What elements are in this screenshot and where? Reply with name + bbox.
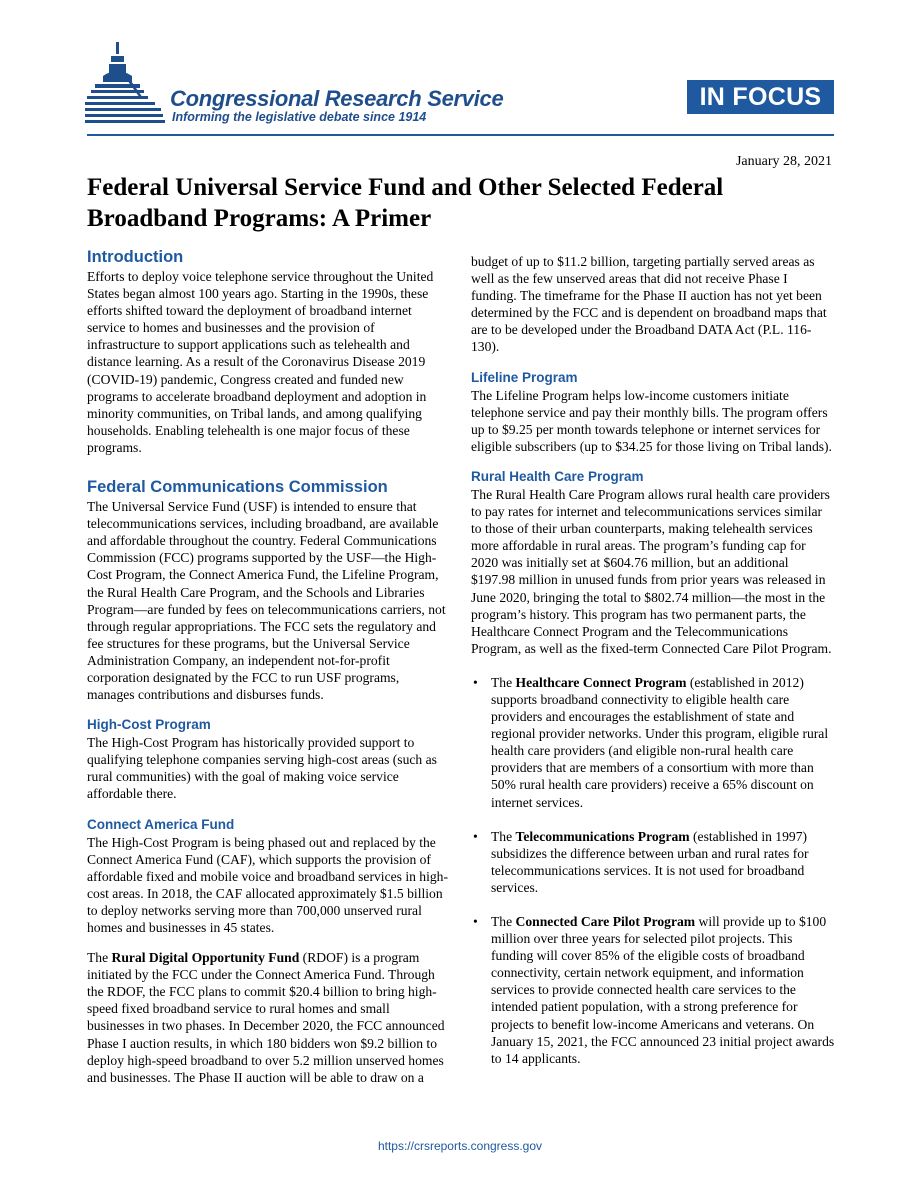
fcc-paragraph: The Universal Service Fund (USF) is intended to ensure that telecommunications services, including broadband, are available and affordable throughout the country. Federal Communications Commission (FCC) programs supported by the USF—the High-Cost Program, the Connect America Fund, the Lifeline Program, the Rural Health Care Program, and the Schools and Libraries Program—are funded by fees on telecommunications carriers, not through regular appropriations. The FCC sets the regulatory and fee structures for these programs, but the Universal Service Administration Company, an independent not-for-profit corporation designated by the FCC to run USF programs, manages contributions and disburses funds. [87, 499, 446, 703]
introduction-paragraph: Efforts to deploy voice telephone service throughout the United States began almost 100 years ago. Starting in the 1990s, these efforts shifted toward the deployment of broadband internet service to homes and businesses and the provision of infrastructure to support applications such as telehealth and distance learning. As a result of the Coronavirus Disease 2019 (COVID-19) pandemic, Congress created and funded new programs to accelerate broadband deployment and adoption in minority communities, on Tribal lands, and among qualifying households. Enabling telehealth is one major focus of these programs. [87, 269, 434, 455]
subheading-high-cost: High-Cost Program [87, 717, 211, 733]
list-item: • The Healthcare Connect Program (established in 2012) supports broadband connectivity to eligible health care providers and encourages the establishment of state and regional provider networks. Under this program, eligible rural health care providers (and eligible non-rural health care providers that are members of a consortium with more than 50% rural health care providers) receive a 65% discount on internet services. [473, 674, 829, 810]
org-name: Congressional Research Service [170, 86, 504, 111]
masthead [0, 0, 920, 140]
subheading-connect-america-fund: Connect America Fund [87, 816, 235, 832]
list-item: • The Telecommunications Program (established in 1997) subsidizes the difference between urban and rural rates for telecommunications services. It is not used for broadband services. [473, 828, 809, 895]
publication-date: January 28, 2021 [735, 154, 832, 169]
left-column [87, 247, 450, 1086]
right-column [471, 253, 836, 1084]
rdof-paragraph-continued: budget of up to $11.2 billion, targeting partially served areas as well as the few unserved areas that did not receive Phase I funding. The timeframe for the Phase II auction has not yet been determined by the FCC and is dependent on broadband maps that are to be developed under the Broadband DATA Act (P.L. 116-130). [471, 254, 827, 355]
rdof-term: Rural Digital Opportunity Fund [111, 950, 300, 966]
header-divider [87, 134, 834, 136]
org-tagline: Informing the legislative debate since 1914 [172, 110, 427, 124]
high-cost-paragraph: The High-Cost Program has historically provided support to qualifying telephone companies serving high-cost areas (such as rural communities) with the goal of making voice service affordable there. [87, 735, 437, 802]
caf-paragraph: The High-Cost Program is being phased out and replaced by the Connect America Fund (CAF), which supports the provision of affordable fixed and mobile voice and broadband services in high-cost areas. In 2018, the CAF allocated approximately $1.5 billion to deploy networks serving more than 700,000 unserved rural homes and businesses in 45 states. [87, 834, 448, 935]
bullet-icon: • [473, 828, 478, 844]
section-heading-introduction: Introduction [87, 248, 184, 266]
bullet-icon: • [473, 674, 478, 690]
capitol-dome-icon [85, 40, 165, 130]
rhc-paragraph: The Rural Health Care Program allows rural health care providers to pay rates for internet and telecommunications services similar to those of their urban counterparts, making telehealth services more affordable in rural areas. The program’s funding cap for 2020 was initially set at $604.76 million, but an additional $197.98 million in unused funds from prior years was released in June 2020, bringing the total to $802.74 million—the most in the program’s history. This program has two permanent parts, the Healthcare Connect Program and the Telecommunications Program, as well as the fixed-term Connected Care Pilot Program. [471, 486, 832, 656]
section-heading-fcc: Federal Communications Commission [87, 478, 388, 497]
bullet-icon: • [473, 914, 478, 929]
subheading-rural-health-care: Rural Health Care Program [471, 468, 644, 484]
rhc-program-list [471, 674, 836, 1067]
document-title: Federal Universal Service Fund and Other Selected Federal Broadband Programs: A Primer [87, 174, 724, 232]
rdof-paragraph: The Rural Digital Opportunity Fund (RDOF) is a program initiated by the FCC under the Connect America Fund. Through the RDOF, the FCC plans to commit $20.4 billion to bring high-speed fixed broadband service to rural homes and small businesses in two phases. In December 2020, the FCC announced Phase I auction results, in which 180 bidders won $9.2 billion to deploy high-speed broadband to over 5.2 million unserved homes and businesses. The Phase II auction will be able to draw on a [87, 950, 445, 1085]
subheading-lifeline: Lifeline Program [471, 369, 578, 385]
list-item: • The Connected Care Pilot Program will provide up to $100 million over three years for selected pilot projects. This funding will cover 85% of the eligible costs of broadband connectivity, certain network equipment, and information services to provide connected health care services to the intended patient population, with a strong preference for projects to benefit low-income Americans and veterans. On January 15, 2021, the FCC announced 23 initial project awards to 14 applicants. [473, 914, 835, 1066]
footer-url-link[interactable]: https://crsreports.congress.gov [377, 1139, 543, 1153]
in-focus-badge: IN FOCUS [687, 80, 834, 114]
lifeline-paragraph: The Lifeline Program helps low-income customers initiate telephone service and pay their monthly bills. The program offers up to $9.25 per month towards telephone or internet services for eligible subscribers (up to $34.25 for those living on Tribal lands). [471, 387, 832, 454]
